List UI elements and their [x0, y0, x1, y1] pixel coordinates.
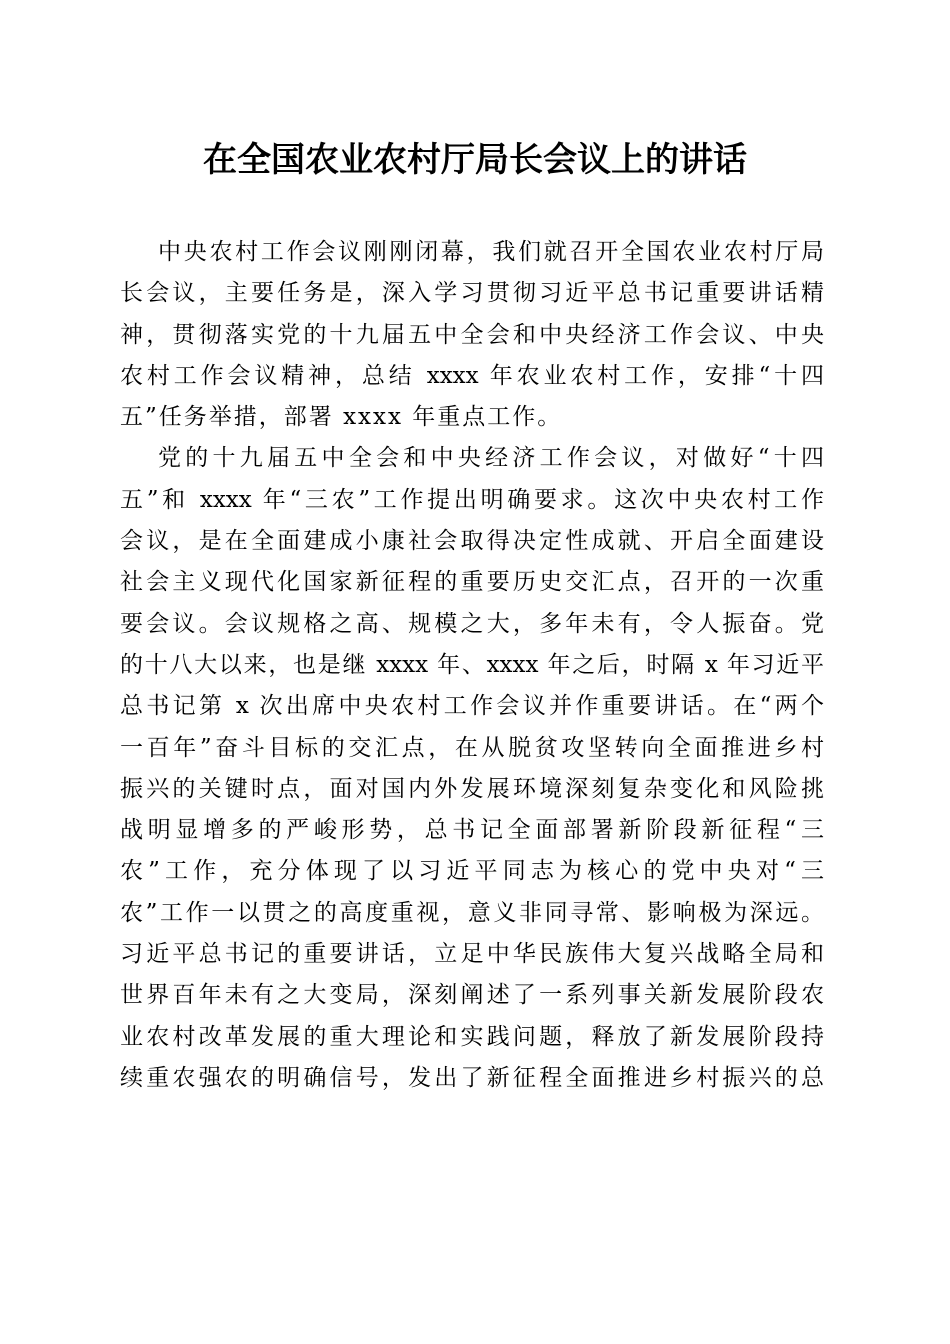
- paragraph-line: 社会主义现代化国家新征程的重要历史交汇点，召开的一次重: [120, 569, 824, 596]
- paragraph-line: 五”任务举措，部署 xxxx 年重点工作。: [120, 404, 563, 431]
- paragraph-line: 中央农村工作会议刚刚闭幕，我们就召开全国农业农村厅局: [158, 239, 824, 265]
- paragraph-line: 五”和 xxxx 年“三农”工作提出明确要求。这次中央农村工作: [120, 486, 824, 513]
- paragraph-line: 一百年”奋斗目标的交汇点，在从脱贫攻坚转向全面推进乡村: [120, 734, 824, 761]
- document-body: [120, 232, 824, 1099]
- paragraph-line: 世界百年未有之大变局，深刻阐述了一系列事关新发展阶段农: [120, 982, 824, 1009]
- paragraph-line: 习近平总书记的重要讲话，立足中华民族伟大复兴战略全局和: [120, 941, 824, 968]
- paragraph-line: 要会议。会议规格之高、规模之大，多年未有，令人振奋。党: [120, 610, 824, 637]
- paragraph-line: 会议，是在全面建成小康社会取得决定性成就、开启全面建设: [120, 528, 824, 555]
- paragraph-line: 神，贯彻落实党的十九届五中全会和中央经济工作会议、中央: [120, 321, 824, 348]
- paragraph-line: 业农村改革发展的重大理论和实践问题，释放了新发展阶段持: [120, 1023, 824, 1050]
- paragraph-line: 长会议，主要任务是，深入学习贯彻习近平总书记重要讲话精: [120, 280, 824, 307]
- paragraph-line: 党的十九届五中全会和中央经济工作会议，对做好“十四: [158, 445, 824, 472]
- paragraph-line: 总书记第 x 次出席中央农村工作会议并作重要讲话。在“两个: [120, 693, 824, 720]
- paragraph-line: 农”工作一以贯之的高度重视，意义非同寻常、影响极为深远。: [120, 899, 824, 926]
- paragraph-line: 战明显增多的严峻形势，总书记全面部署新阶段新征程“三: [120, 817, 824, 844]
- paragraph-line: 农村工作会议精神，总结 xxxx 年农业农村工作，安排“十四: [120, 362, 824, 389]
- document-title: 在全国农业农村厅局长会议上的讲话: [203, 140, 747, 180]
- paragraph-line: 的十八大以来，也是继 xxxx 年、xxxx 年之后，时隔 x 年习近平: [120, 651, 824, 678]
- paragraph-line: 续重农强农的明确信号，发出了新征程全面推进乡村振兴的总: [120, 1064, 824, 1091]
- paragraph-line: 农”工作，充分体现了以习近平同志为核心的党中央对“三: [120, 858, 824, 885]
- paragraph-line: 振兴的关键时点，面对国内外发展环境深刻复杂变化和风险挑: [120, 775, 824, 802]
